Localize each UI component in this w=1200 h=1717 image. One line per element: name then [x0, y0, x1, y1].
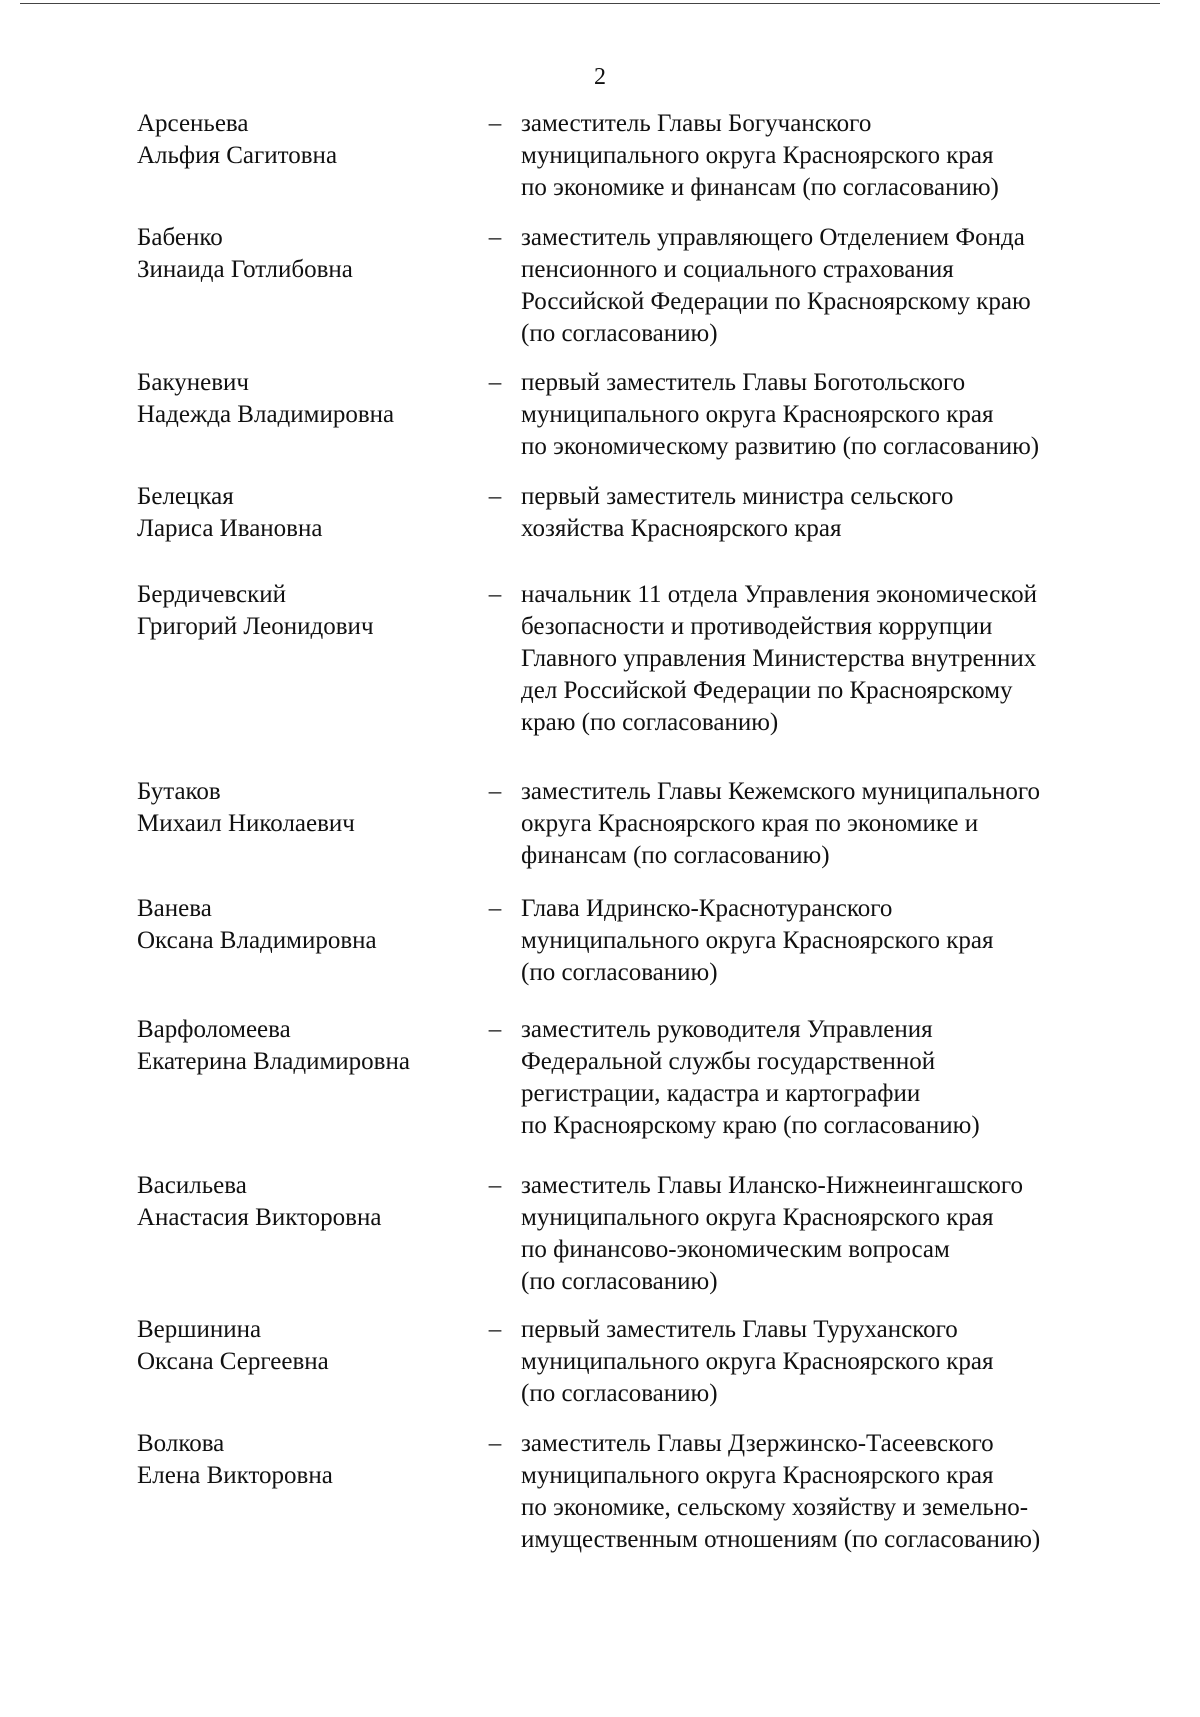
position-line: первый заместитель Главы Боготольского — [521, 369, 966, 396]
entry-dash: – — [488, 1016, 502, 1043]
member-position — [521, 481, 1141, 545]
position-line: муниципального округа Красноярского края — [521, 1348, 994, 1375]
position-line: по экономике и финансам (по согласованию) — [521, 174, 999, 201]
entry-dash: – — [488, 1430, 502, 1457]
member-given-name: Оксана Сергеевна — [137, 1348, 329, 1375]
member-surname: Волкова — [137, 1430, 225, 1457]
member-surname: Васильева — [137, 1172, 247, 1199]
member-given-name: Оксана Владимировна — [137, 927, 377, 954]
entry-dash: – — [488, 581, 502, 608]
member-given-name: Григорий Леонидович — [137, 613, 374, 640]
entry-dash: – — [488, 483, 502, 510]
member-name — [137, 776, 477, 840]
entry-dash: – — [488, 1316, 502, 1343]
position-line: Российской Федерации по Красноярскому краю — [521, 288, 1031, 315]
member-position — [521, 1428, 1141, 1556]
position-line: (по согласованию) — [521, 1380, 718, 1407]
position-line: (по согласованию) — [521, 320, 718, 347]
position-line: по экономике, сельскому хозяйству и земельно- — [521, 1494, 1029, 1521]
member-given-name: Екатерина Владимировна — [137, 1048, 410, 1075]
member-name — [137, 1170, 477, 1234]
page-number: 2 — [594, 64, 606, 90]
entry-dash: – — [488, 369, 502, 396]
member-surname: Белецкая — [137, 483, 234, 510]
position-line: заместитель Главы Дзержинско-Тасеевского — [521, 1430, 994, 1457]
position-line: муниципального округа Красноярского края — [521, 401, 994, 428]
position-line: по финансово-экономическим вопросам — [521, 1236, 950, 1263]
member-name — [137, 1014, 477, 1078]
position-line: хозяйства Красноярского края — [521, 515, 842, 542]
position-line: по Красноярскому краю (по согласованию) — [521, 1112, 980, 1139]
position-line: финансам (по согласованию) — [521, 842, 830, 869]
entry-dash: – — [488, 1172, 502, 1199]
member-position — [521, 1314, 1141, 1410]
member-surname: Ванева — [137, 895, 212, 922]
position-line: (по согласованию) — [521, 959, 718, 986]
member-surname: Бердичевский — [137, 581, 287, 608]
member-name — [137, 579, 477, 643]
position-line: муниципального округа Красноярского края — [521, 1204, 994, 1231]
member-given-name: Надежда Владимировна — [137, 401, 395, 428]
member-name — [137, 1314, 477, 1378]
position-line: первый заместитель Главы Туруханского — [521, 1316, 958, 1343]
member-name — [137, 367, 477, 431]
member-name — [137, 893, 477, 957]
entry-dash: – — [488, 224, 502, 251]
member-surname: Бабенко — [137, 224, 223, 251]
position-line: регистрации, кадастра и картографии — [521, 1080, 921, 1107]
position-line: муниципального округа Красноярского края — [521, 1462, 994, 1489]
member-given-name: Зинаида Готлибовна — [137, 256, 353, 283]
member-given-name: Лариса Ивановна — [137, 515, 323, 542]
member-surname: Бакуневич — [137, 369, 249, 396]
position-line: округа Красноярского края по экономике и — [521, 810, 979, 837]
position-line: по экономическому развитию (по согласованию) — [521, 433, 1040, 460]
member-position — [521, 1014, 1141, 1142]
position-line: пенсионного и социального страхования — [521, 256, 954, 283]
member-name — [137, 1428, 477, 1492]
member-given-name: Елена Викторовна — [137, 1462, 333, 1489]
member-position — [521, 222, 1141, 350]
member-position — [521, 579, 1141, 739]
position-line: дел Российской Федерации по Красноярскому — [521, 677, 1013, 704]
position-line: (по согласованию) — [521, 1268, 718, 1295]
member-position — [521, 108, 1141, 204]
member-given-name: Альфия Сагитовна — [137, 142, 338, 169]
member-surname: Вершинина — [137, 1316, 262, 1343]
position-line: заместитель руководителя Управления — [521, 1016, 933, 1043]
member-name — [137, 108, 477, 172]
member-position — [521, 776, 1141, 872]
position-line: Федеральной службы государственной — [521, 1048, 936, 1075]
page-top-rule — [20, 3, 1160, 4]
member-surname: Арсеньева — [137, 110, 249, 137]
entry-dash: – — [488, 778, 502, 805]
position-line: безопасности и противодействия коррупции — [521, 613, 993, 640]
position-line: первый заместитель министра сельского — [521, 483, 954, 510]
member-name — [137, 222, 477, 286]
member-position — [521, 893, 1141, 989]
entry-dash: – — [488, 895, 502, 922]
member-given-name: Михаил Николаевич — [137, 810, 355, 837]
position-line: заместитель Главы Иланско-Нижнеингашского — [521, 1172, 1024, 1199]
entry-dash: – — [488, 110, 502, 137]
member-surname: Варфоломеева — [137, 1016, 291, 1043]
member-given-name: Анастасия Викторовна — [137, 1204, 382, 1231]
member-surname: Бутаков — [137, 778, 221, 805]
position-line: Главного управления Министерства внутренних — [521, 645, 1037, 672]
position-line: заместитель Главы Богучанского — [521, 110, 872, 137]
member-position — [521, 1170, 1141, 1298]
position-line: Глава Идринско-Краснотуранского — [521, 895, 893, 922]
member-position — [521, 367, 1141, 463]
position-line: заместитель Главы Кежемского муниципального — [521, 778, 1041, 805]
position-line: начальник 11 отдела Управления экономической — [521, 581, 1038, 608]
position-line: заместитель управляющего Отделением Фонда — [521, 224, 1025, 251]
position-line: муниципального округа Красноярского края — [521, 142, 994, 169]
member-name — [137, 481, 477, 545]
position-line: краю (по согласованию) — [521, 709, 779, 736]
position-line: имущественным отношениям (по согласованию) — [521, 1526, 1041, 1553]
position-line: муниципального округа Красноярского края — [521, 927, 994, 954]
